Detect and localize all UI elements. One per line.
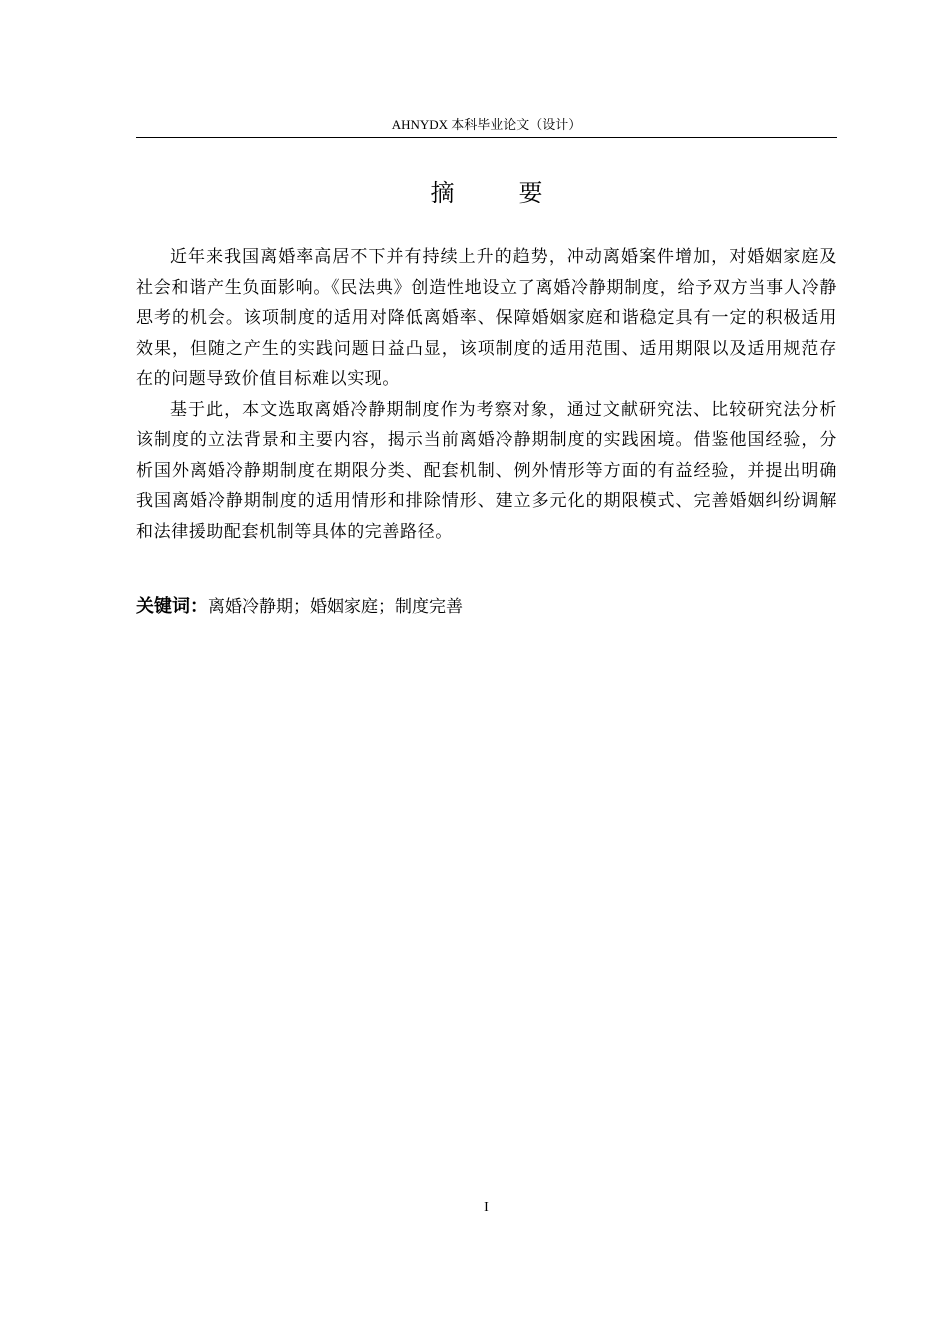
- running-header: AHNYDX 本科毕业论文（设计）: [391, 117, 582, 132]
- keywords-value: 离婚冷静期；婚姻家庭；制度完善: [208, 597, 463, 617]
- abstract-paragraph-1: 近年来我国离婚率高居不下并有持续上升的趋势，冲动离婚案件增加，对婚姻家庭及社会和谐产生负面影响。《民法典》创造性地设立了离婚冷静期制度，给予双方当事人冷静思考的机会。该项制度的适用对降低离婚率、保障婚姻家庭和谐稳定具有一定的积极适用效果，但随之产生的实践问题日益凸显，该项制度的适用范围、适用期限以及适用规范存在的问题导致价值目标难以实现。: [136, 247, 837, 389]
- keywords-label: 关键词：: [136, 596, 208, 617]
- keywords-line: [136, 592, 837, 622]
- abstract-title: 摘 要: [430, 179, 563, 207]
- abstract-paragraph-2: 基于此，本文选取离婚冷静期制度作为考察对象，通过文献研究法、比较研究法分析该制度的立法背景和主要内容，揭示当前离婚冷静期制度的实践困境。借鉴他国经验，分析国外离婚冷静期制度在期限分类、配套机制、例外情形等方面的有益经验，并提出明确我国离婚冷静期制度的适用情形和排除情形、建立多元化的期限模式、完善婚姻纠纷调解和法律援助配套机制等具体的完善路径。: [136, 399, 837, 542]
- abstract-body: [136, 242, 837, 547]
- header-rule: [136, 137, 837, 138]
- page-number: I: [484, 1200, 489, 1215]
